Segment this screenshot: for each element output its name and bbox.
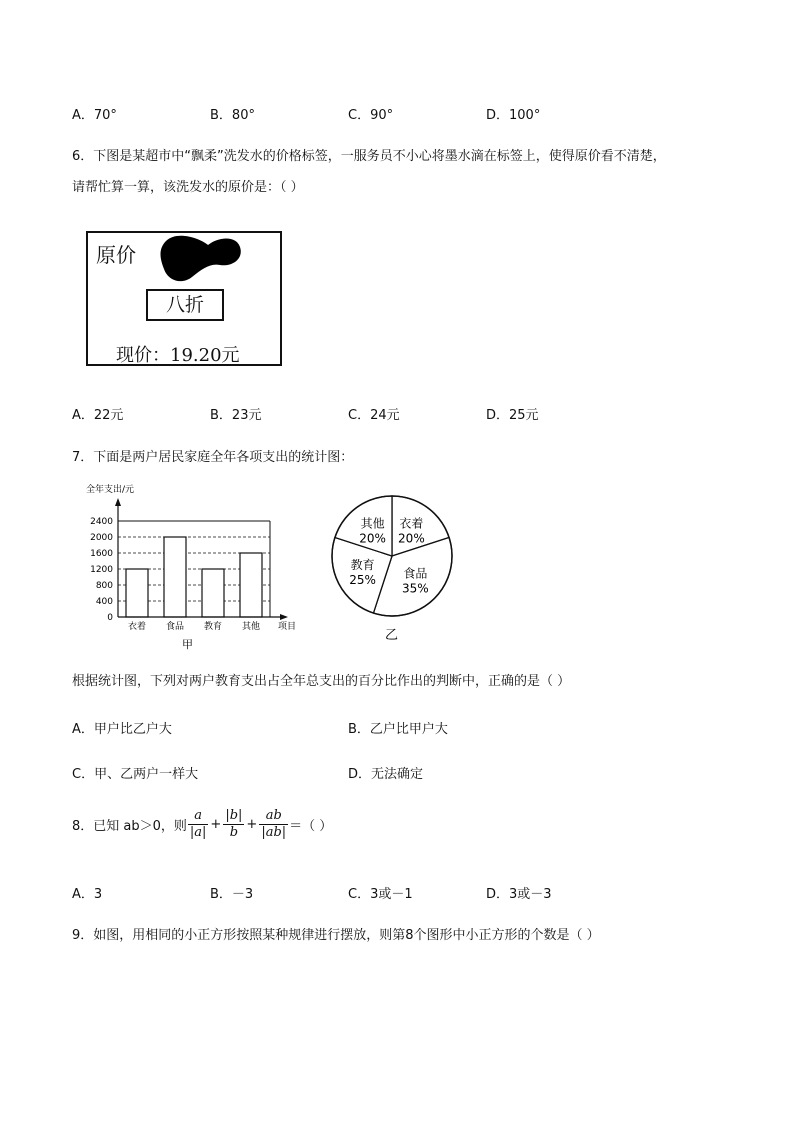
x-tick-label: 其他 bbox=[241, 622, 261, 632]
q8-prefix: 8．已知 ab＞0，则 bbox=[72, 819, 187, 834]
fraction-3-denominator: |ab| bbox=[261, 825, 287, 840]
pie-chart-yi bbox=[322, 494, 462, 644]
pie-label: 其他 bbox=[360, 516, 385, 531]
q6-option-d: D．25元 bbox=[486, 408, 539, 423]
q7-question: 根据统计图，下列对两户教育支出占全年总支出的百分比作出的判断中，正确的是（ ） bbox=[72, 674, 571, 689]
y-tick-label: 800 bbox=[95, 581, 113, 591]
plus-sign: + bbox=[210, 817, 222, 832]
y-axis-arrow-icon bbox=[115, 498, 121, 506]
x-axis-arrow-icon bbox=[280, 614, 288, 620]
fraction-1-numerator: a bbox=[188, 808, 209, 825]
bar-食品 bbox=[164, 537, 186, 617]
q6-stem-line2: 请帮忙算一算，该洗发水的原价是：（ ） bbox=[72, 180, 304, 195]
q7-option-b: B．乙户比甲户大 bbox=[348, 722, 448, 737]
fraction-2-numerator: |b| bbox=[225, 808, 243, 823]
fraction-1 bbox=[188, 808, 209, 841]
pie-label: 衣着 bbox=[399, 516, 424, 531]
q5-option-c: C．90° bbox=[348, 108, 394, 123]
pie-percent: 20% bbox=[398, 531, 425, 546]
pie-chart-caption: 乙 bbox=[385, 628, 399, 643]
bar-chart-ylabel: 全年支出/元 bbox=[86, 485, 135, 495]
pie-percent: 25% bbox=[349, 572, 376, 587]
q6-option-c: C．24元 bbox=[348, 408, 400, 423]
bar-其他 bbox=[240, 553, 262, 617]
bar-衣着 bbox=[126, 569, 148, 617]
bar-chart-xlabel: 项目 bbox=[278, 622, 297, 632]
y-tick-label: 1200 bbox=[90, 565, 113, 575]
q6-stem-line1: 6．下图是某超市中“飘柔”洗发水的价格标签，一服务员不小心将墨水滴在标签上，使得原价看不清楚， bbox=[72, 149, 666, 164]
q7-option-c: C．甲、乙两户一样大 bbox=[72, 767, 199, 782]
q8-option-a: A．3 bbox=[72, 887, 103, 902]
q5-option-b: B．80° bbox=[210, 108, 255, 123]
q9-stem: 9．如图，用相同的小正方形按照某种规律进行摆放，则第8个图形中小正方形的个数是（ ） bbox=[72, 928, 600, 943]
q7-stem: 7．下面是两户居民家庭全年各项支出的统计图： bbox=[72, 450, 354, 465]
q6-option-a: A．22元 bbox=[72, 408, 124, 423]
q6-option-b: B．23元 bbox=[210, 408, 262, 423]
plus-sign: + bbox=[246, 817, 258, 832]
original-price-label: 原价 bbox=[96, 243, 136, 267]
y-tick-label: 2000 bbox=[90, 533, 113, 543]
y-tick-label: 1600 bbox=[90, 549, 113, 559]
q8-option-d: D．3或－3 bbox=[486, 887, 552, 902]
x-tick-label: 教育 bbox=[203, 622, 223, 632]
x-tick-label: 食品 bbox=[165, 622, 185, 632]
q8-option-b: B．－3 bbox=[210, 887, 254, 902]
q7-option-d: D．无法确定 bbox=[348, 767, 424, 782]
x-tick-label: 衣着 bbox=[127, 622, 147, 632]
q7-option-a: A．甲户比乙户大 bbox=[72, 722, 172, 737]
bar-chart-jia bbox=[70, 478, 310, 650]
ink-blot-icon bbox=[154, 233, 246, 285]
q8-stem bbox=[72, 808, 332, 841]
bar-教育 bbox=[202, 569, 224, 617]
pie-percent: 20% bbox=[359, 531, 386, 546]
fraction-1-denominator: |a| bbox=[189, 825, 207, 840]
fraction-2-denominator: b bbox=[229, 825, 239, 840]
q5-option-d: D．100° bbox=[486, 108, 541, 123]
pie-label: 食品 bbox=[403, 566, 428, 581]
current-price: 现价：19.20元 bbox=[116, 345, 240, 366]
fraction-2 bbox=[223, 808, 244, 841]
discount-box: 八折 bbox=[146, 289, 224, 321]
fraction-3 bbox=[259, 808, 288, 841]
y-tick-label: 400 bbox=[95, 597, 113, 607]
price-tag bbox=[86, 231, 282, 366]
y-tick-label: 2400 bbox=[90, 517, 113, 527]
q8-suffix: ＝（ ） bbox=[289, 819, 333, 834]
bar-chart-caption: 甲 bbox=[182, 638, 193, 650]
y-tick-label: 0 bbox=[107, 613, 113, 623]
pie-percent: 35% bbox=[401, 581, 429, 596]
pie-label: 教育 bbox=[350, 557, 375, 572]
fraction-3-numerator: ab bbox=[259, 808, 288, 825]
q5-option-a: A．70° bbox=[72, 108, 117, 123]
q8-option-c: C．3或－1 bbox=[348, 887, 413, 902]
